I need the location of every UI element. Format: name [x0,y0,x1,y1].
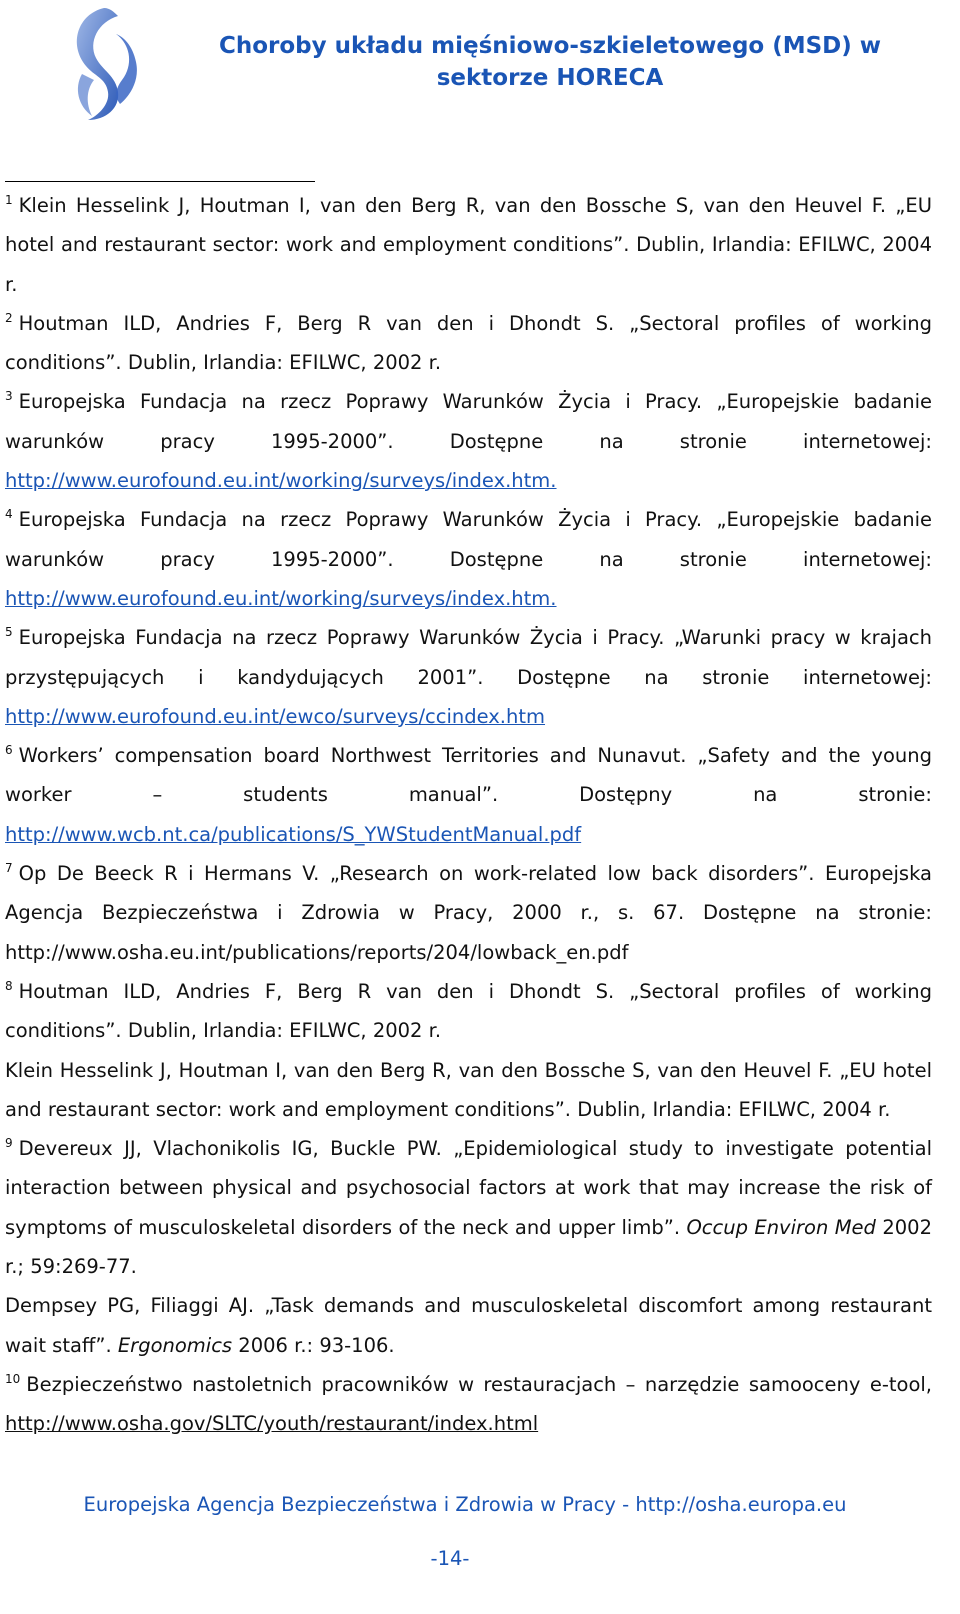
footnote-number: 2 [5,310,13,325]
footnote-number: 7 [5,861,13,876]
header-title [150,30,950,94]
footnote-number: 4 [5,507,13,522]
footnote-6 [5,736,932,854]
footnote-link[interactable]: http://www.eurofound.eu.int/working/surveys/index.htm. [5,586,557,610]
footnote-link[interactable]: http://www.eurofound.eu.int/working/surveys/index.htm. [5,469,557,493]
footnote-9-extra [5,1286,932,1365]
header-title-line-1: Choroby układu mięśniowo-szkieletowego (MSD) w [218,33,882,59]
footnote-number: 9 [5,1136,13,1151]
header-title-line-2: sektorze HORECA [436,65,664,91]
footnote-8 [5,972,932,1051]
footnote-text: Klein Hesselink J, Houtman I, van den Berg R, van den Bossche S, van den Heuvel F. „EU hotel and restaurant sector: work and employment conditions”. Dublin, Irlandia: EFILWC, 2004 r. [5,1058,932,1121]
footnote-citation: 2006 r.: 93-106. [238,1333,395,1357]
footnote-2 [5,304,932,383]
footnote-9 [5,1129,932,1286]
footnote-3 [5,382,932,500]
footnote-number: 3 [5,389,13,404]
footnote-10 [5,1365,932,1444]
footnote-1 [5,186,932,304]
footnote-7 [5,854,932,972]
footnote-number: 10 [5,1371,21,1386]
footnote-text: Op De Beeck R i Hermans V. „Research on work-related low back disorders”. Europejska Agencja Bezpieczeństwa i Zdrowia w Pracy, 2000 r., s. 67. Dostępne na stronie: http://www.osha.eu.int/publications/reports/204/lowback_en.pdf [5,862,932,964]
agency-ribbon-logo-icon [58,4,150,124]
footnote-text: Workers’ compensation board Northwest Territories and Nunavut. „Safety and the young worker – students manual”. Dostępny na stronie: [5,744,932,807]
footnote-5 [5,618,932,736]
footnote-link[interactable]: http://www.eurofound.eu.int/ewco/surveys/ccindex.htm [5,704,546,728]
footnote-text: Dempsey PG, Filiaggi AJ. „Task demands and musculoskeletal discomfort among restaurant wait staff”. [5,1294,932,1357]
footnote-4 [5,500,932,618]
footnote-text: Bezpieczeństwo nastoletnich pracowników w restauracjach – narzędzie samooceny e-tool, [26,1372,932,1396]
footnote-link[interactable]: http://www.osha.gov/SLTC/youth/restaurant/index.html [5,1412,539,1436]
page-number: -14- [430,1547,470,1570]
journal-name: Occup Environ Med [686,1215,876,1239]
journal-name: Ergonomics [117,1333,233,1357]
footnote-text: Houtman ILD, Andries F, Berg R van den i Dhondt S. „Sectoral profiles of working conditions”. Dublin, Irlandia: EFILWC, 2002 r. [5,979,932,1043]
footnote-link[interactable]: http://www.wcb.nt.ca/publications/S_YWStudentManual.pdf [5,822,582,846]
footnote-text: Europejska Fundacja na rzecz Poprawy Warunków Życia i Pracy. „Europejskie badanie warunków pracy 1995-2000”. Dostępne na stronie internetowej: [5,390,932,453]
footnote-citation: 2002 r.; 59:269-77. [5,1215,932,1279]
footer-agency-text: Europejska Agencja Bezpieczeństwa i Zdrowia w Pracy - http://osha.europa.eu [83,1493,847,1516]
footnote-number: 8 [5,978,13,993]
footnote-separator [5,181,315,182]
footnote-number: 5 [5,625,13,640]
footnote-text: Devereux JJ, Vlachonikolis IG, Buckle PW. „Epidemiological study to investigate potential interaction between physical and psychosocial factors at work that may increase the risk of symptoms of musculoskeletal disorders of the neck and upper limb”. [5,1137,932,1239]
footnote-text: Klein Hesselink J, Houtman I, van den Berg R, van den Bossche S, van den Heuvel F. „EU hotel and restaurant sector: work and employment conditions”. Dublin, Irlandia: EFILWC, 2004 r. [5,194,932,296]
footnotes-list [5,186,932,1444]
footnote-number: 1 [5,193,13,207]
footnote-number: 6 [5,743,13,758]
footnote-8-extra [5,1051,932,1130]
footnote-text: Europejska Fundacja na rzecz Poprawy Warunków Życia i Pracy. „Warunki pracy w krajach przystępujących i kandydujących 2001”. Dostępne na stronie internetowej: [5,626,932,689]
footnote-text: Houtman ILD, Andries F, Berg R van den i Dhondt S. „Sectoral profiles of working conditions”. Dublin, Irlandia: EFILWC, 2002 r. [5,311,932,375]
footnote-text: Europejska Fundacja na rzecz Poprawy Warunków Życia i Pracy. „Europejskie badanie warunków pracy 1995-2000”. Dostępne na stronie internetowej: [5,508,932,571]
